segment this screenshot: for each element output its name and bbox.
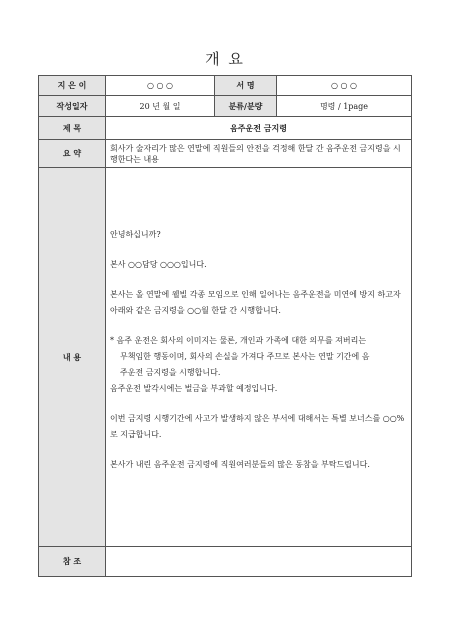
subject-value: 음주운전 금지령 xyxy=(106,117,412,140)
content-row xyxy=(39,168,412,547)
content-greeting: 안녕하십니까? xyxy=(110,230,161,239)
content-intro: 본사 ○○담당 ○○○입니다. xyxy=(110,260,207,269)
document-title: 개 요 xyxy=(205,50,245,68)
content-closing: 본사가 내린 음주운전 금지령에 직원여러분들의 많은 동참을 부탁드립니다. xyxy=(110,460,370,469)
date-row xyxy=(39,96,412,117)
note-line-1: * 음주 운전은 회사의 이미지는 물론, 개인과 가족에 대한 의무를 져버리는 xyxy=(110,336,367,345)
note-line-3: 주운전 금지령을 시행합니다. xyxy=(120,368,221,377)
content-paragraph-2: 이번 금지령 시행기간에 사고가 발생하지 않은 부서에 대해서는 특별 보너스를 ○○%로 지급합니다. xyxy=(110,414,405,439)
note-line-2: 무책임한 행동이며, 회사의 손실을 가져다 주므로 본사는 연말 기간에 음 xyxy=(120,352,370,361)
note-line-4: 음주운전 발각시에는 벌금을 부과할 예정입니다. xyxy=(110,384,278,393)
summary-value: 회사가 술자리가 많은 연말에 직원들의 안전을 걱정해 한달 간 음주운전 금지령을 시행한다는 내용 xyxy=(106,140,412,168)
date-value: 20 년 월 일 xyxy=(106,96,215,117)
reference-value xyxy=(106,547,412,577)
signature-value: ○ ○ ○ xyxy=(277,76,412,96)
author-row xyxy=(39,76,412,96)
content-note xyxy=(110,333,407,397)
content-body xyxy=(106,168,412,547)
summary-row xyxy=(39,140,412,168)
content-paragraph-1: 본사는 올 연말에 웰빌 각종 모임으로 인해 일어나는 음주운전을 미연에 방지 하고자 아래와 같은 금지령을 ○○월 한달 간 시행합니다. xyxy=(110,290,401,315)
summary-form-table xyxy=(38,75,412,577)
reference-label: 참 조 xyxy=(39,547,106,577)
author-value: ○ ○ ○ xyxy=(106,76,215,96)
category-label: 분류/분량 xyxy=(215,96,277,117)
content-label: 내 용 xyxy=(39,168,106,547)
author-label: 지 은 이 xyxy=(39,76,106,96)
subject-label: 제 목 xyxy=(39,117,106,140)
category-value: 명령 / 1page xyxy=(277,96,412,117)
summary-label: 요 약 xyxy=(39,140,106,168)
reference-row xyxy=(39,547,412,577)
date-label: 작성일자 xyxy=(39,96,106,117)
subject-row xyxy=(39,117,412,140)
signature-label: 서 명 xyxy=(215,76,277,96)
